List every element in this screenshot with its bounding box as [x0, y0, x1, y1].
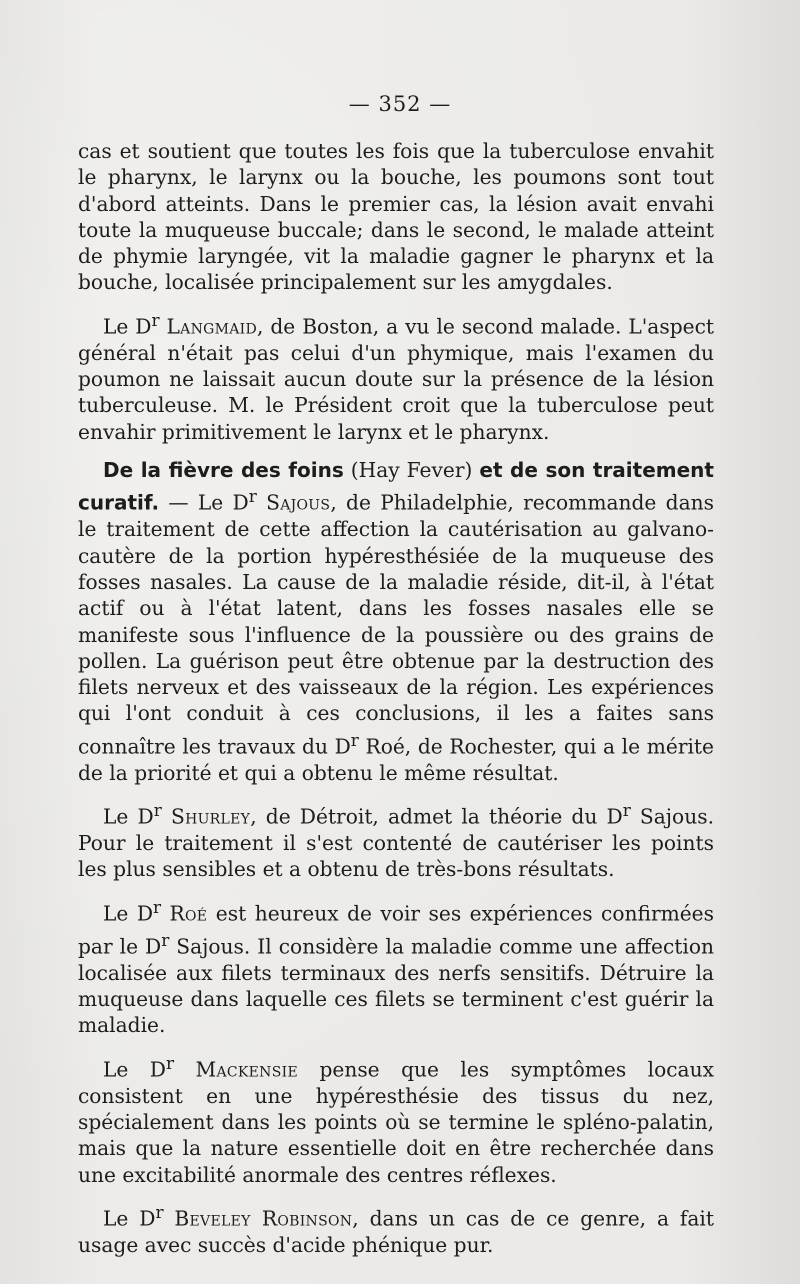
page-number: — 352 — — [348, 92, 452, 116]
superscript: r — [350, 729, 359, 750]
paragraph-hay-fever — [78, 457, 714, 786]
superscript: r — [153, 800, 162, 821]
superscript: r — [248, 486, 257, 507]
person-name: Langmaid — [166, 314, 258, 339]
text-lead: Le D — [103, 1057, 166, 1082]
person-name: Shurley — [170, 804, 251, 829]
text-body: Roé, de Rochester, qui a le mérite de la priorité et qui a obtenu le même résultat. — [78, 734, 714, 785]
superscript: r — [151, 309, 160, 330]
text-lead: Le D — [103, 804, 154, 829]
section-heading-part-a: De la fièvre des foins — [103, 458, 344, 482]
paragraph-continuation: cas et soutient que toutes les fois que la tuberculose envahit le pharynx, le larynx ou la bouche, les poumons sont tout d'abord atteints. Dans le premier cas, la lésion avait envahi toute la muqueuse buccale; dans le second, le malade atteint de phymie laryngée, vit la maladie gagner le pharynx et la bouche, localisée principalement sur les amygdales. — [78, 139, 714, 295]
superscript: r — [153, 896, 162, 917]
superscript: r — [161, 929, 170, 950]
text-lead: Le D — [103, 1206, 156, 1231]
heading-parenthetical: (Hay Fever) — [343, 458, 480, 482]
paragraph-robinson — [78, 1199, 714, 1258]
superscript: r — [155, 1201, 164, 1222]
text-rest: , dans un cas de ce genre, a fait usage avec succès d'acide phénique pur. — [78, 1206, 714, 1257]
paragraph-shurley — [78, 797, 714, 883]
text-body: , de Détroit, admet la théorie du D — [250, 804, 623, 829]
superscript: r — [166, 1052, 175, 1073]
person-name: Sajous — [266, 491, 331, 516]
person-name: Roé — [169, 901, 208, 926]
text-body: est heureux de voir ses expériences confirmées par le D — [78, 901, 714, 959]
person-name: Mackensie — [195, 1057, 298, 1082]
paragraph-mackensie — [78, 1050, 714, 1188]
paragraph-langmaid — [78, 307, 714, 445]
text-body: Sajous. Pour le traitement il s'est contenté de cautériser les points les plus sensibles et a obtenu de très-bons résultats. — [78, 804, 714, 882]
person-name: Beveley Robinson — [174, 1206, 353, 1231]
section-heading-part-b: et de son traitement curatif. — [78, 458, 714, 516]
page-text — [78, 138, 714, 1258]
text-rest: , de Boston, a vu le second malade. L'aspect général n'était pas celui d'un phymique, mais l'examen du poumon ne laissait aucun doute sur la présence de la lésion tuberculeuse. M. le Président croit que la tuberculose peut envahir primitivement le larynx et le pharynx. — [78, 314, 714, 444]
superscript: r — [622, 800, 631, 821]
text-body: , de Philadelphie, recommande dans le traitement de cette affection la cautérisation au galvano-cautère de la portion hypéresthésiée de la muqueuse des fosses nasales. La cause de la maladie réside, dit-il, à l'état actif ou à l'état latent, dans les fosses nasales elle se manifeste sous l'influence de la poussière ou des grains de pollen. La guérison peut être obtenue par la destruction des filets nerveux et des vaisseaux de la région. Les expériences qui l'ont conduit à ces conclusions, il les a faites sans connaître les travaux du D — [78, 491, 714, 759]
text-dash: — Le D — [159, 491, 249, 516]
text-lead: Le D — [103, 901, 154, 926]
paragraph-roe — [78, 894, 714, 1039]
text-rest: pense que les symptômes locaux consistent en une hypéresthésie des tissus du nez, spécialement dans les points où se termine le spléno-palatin, mais que la nature essentielle doit en être recherchée dans une excitabilité anormale des centres réflexes. — [78, 1057, 714, 1187]
text-body: Sajous. Il considère la maladie comme une affection localisée aux filets terminaux des nerfs sensitifs. Détruire la muqueuse dans laquelle ces filets se terminent c'est guérir la maladie. — [78, 934, 714, 1038]
text-lead: Le D — [103, 314, 152, 339]
